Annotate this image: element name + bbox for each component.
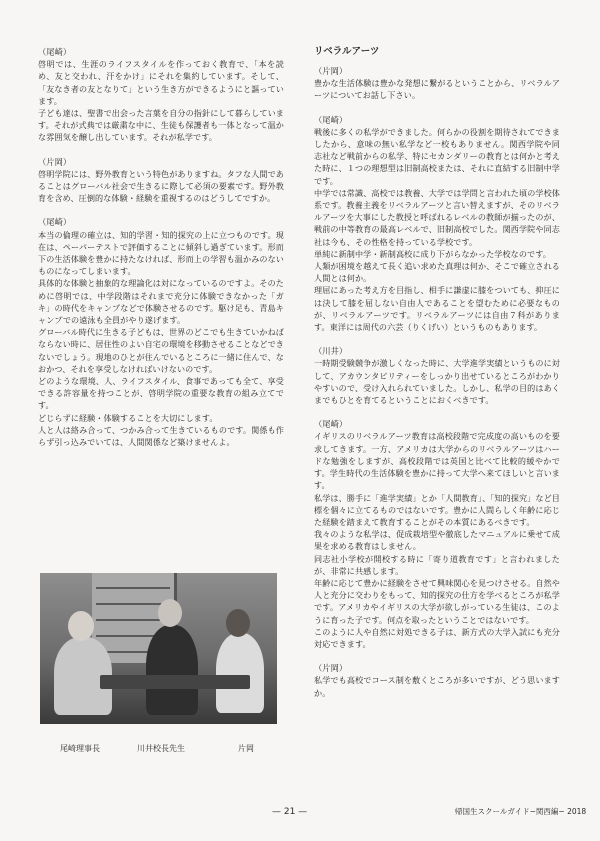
speaker-label: （尾崎） (38, 217, 72, 228)
photo-head-kataoka (226, 609, 250, 637)
photo-head-kawai (158, 599, 182, 627)
right-column (314, 46, 560, 699)
speaker-label: （片岡） (38, 156, 72, 167)
photo-person-kataoka (216, 633, 264, 713)
caption-kawai: 川井校長先生 (137, 744, 185, 753)
speech-paragraph: 私学でも高校でコース制を敷くところが多いですが、どう思いますか。 (314, 675, 560, 698)
speech-paragraph: 一時期受験競争が激しくなった時に、大学進学実績というものに対して、アカウンタビリティーをしっかり出せているところがわかりやすいので、受け入れられていました。しかし、私学の目的はあくまでもひとを育てるということにおくべきです。 (314, 358, 560, 406)
speech-paragraph: イギリスのリベラルアーツ教育は高校段階で完成度の高いものを要求してきます。一方、アメリカは大学からのリベラルアーツはハードな勉強をしますが、高校段階では英国と比べて比較的緩やかです。学生時代の生活体験を豊かに持って大学へ来てほしいと言います。 私学は、勝手に「進学実績」とか「人間教育」、「知的探究」など目標を個々に立てるものではないです。豊かに人間らしく年齢に応じた経験を踏まえて教育することがその本質にあるべきです。 我々のような私学は、促成栽培型や徹底したマニュアルに乗せて成果を求める教育はしません。 同志社小学校が開校する時に「寄り道教育です」と言われましたが、非常に共感します。 年齢に応じて豊かに経験をさせて興味関心を見つけさせる。自然や人と充分に交わりをもって、知的探究の仕方を学べるところが私学です。アメリカやイギリスの大学が欲しがっている生徒は、このように育った子です。何点を取ったということではないです。 このように人や自然に対処できる子は、新方式の大学入試にも充分対応できます。 (314, 431, 560, 649)
guide-title: 帰国生スクールガイド−関西編− (455, 807, 565, 816)
block-gap (314, 406, 560, 418)
block-gap (314, 650, 560, 662)
speaker-label: （片岡） (314, 663, 348, 674)
right-blocks (314, 65, 560, 699)
speaker-label: （尾崎） (314, 114, 348, 125)
speech-paragraph: 豊かな生活体験は豊かな発想に繋がるということから、リベラルアーツについてお話し下さい。 (314, 78, 560, 101)
speech-paragraph: 戦後に多くの私学ができました。何らかの役割を期待されてできましたから、意味の無い私学など一校もありません。関西学院や同志社など戦前からの私学、特にセカンダリーの教育とは何かと考えた時に、１つの理想型は旧制高校または、それに直結する旧制中学です。 中学では常識、高校では教養、大学では学問と言われた頃の学校体系です。教養主義をリベラルアーツと言い替えますが、そのリベラルアーツを大事にした教授と呼ばれるレベルの教師が揃ったのが、戦前の中等教育の最高レベルで、旧制高校でした。関西学院や同志社は今も、その性格を持っている学校です。 単純に新制中学・新制高校に成り下がらなかった学校なのです。 人類が困境を越えて長く追い求めた真理は何か、そこで確立される人間とは何か。 理屈にあった考え方を目指し、相手に謙虚に膝をついても、抑圧には決して膝を屈しない自由人であることを望むために必要なものが、リベラルアーツです。リベラルアーツには自由７科があります。東洋には周代の六芸（りくげい）というものもあります。 (314, 126, 560, 333)
speaker-label: （尾崎） (314, 419, 348, 430)
photo-person-kawai (146, 625, 198, 715)
block-gap (38, 204, 284, 216)
speech-paragraph: 啓明学院には、野外教育という特色がありますね。タフな人間であることはグローバル社会で生きるに際して必須の要素です。野外教育を含め、圧倒的な体験・経験を重視するのはどうしてですか。 (38, 168, 284, 204)
block-gap (38, 144, 284, 156)
caption-kataoka: 片岡 (238, 744, 254, 753)
caption-ozaki: 尾崎理事長 (60, 744, 100, 753)
speaker-label: （片岡） (314, 66, 348, 76)
photo-table (100, 675, 250, 689)
block-gap (314, 333, 560, 345)
speaker-label: （川井） (314, 346, 348, 357)
speaker-label: （尾崎） (38, 47, 72, 57)
section-title-liberal-arts: リベラルアーツ (314, 46, 380, 57)
guide-year: 2018 (567, 807, 587, 816)
page-number: — 21 — (272, 807, 308, 817)
speech-paragraph: 啓明では、生涯のライフスタイルを作っておく教育で、「本を読め、友と交われ、汗をかけ」にそれを集約しています。そして、「友なき者の友となりて」という生き方ができるようにと謳っています。 子ども達は、聖書で出会った言葉を自分の指針にして暮らしています。それが式典では厳粛な中に、生徒も保護者も一体となって温かな雰囲気を醸し出しています。それが私学です。 (38, 59, 284, 143)
guide-footer (455, 806, 586, 817)
photo-head-ozaki (68, 611, 94, 641)
speech-paragraph: 本当の倫理の確立は、知的学習・知的探究の上に立つものです。現在は、ペーパーテストで評価することに傾斜し過ぎています。形而下の生活体験を豊かに持たなければ、形而上の学習も温かみのないものになってしまいます。 具体的な体験と抽象的な理論化は対になっているのですよ。そのために啓明では、中学段階はそれまで充分に体験できなかった「ガキ」の時代をキャンプなどで体験させるのです。駆け足も、青島キャンプでの遠泳も全員がやり遂げます。 グローバル時代に生きる子どもは、世界のどこでも生きていかねばならない時に、居住性のよい自宅の環境を移動させることなどできないでしょう。現地のひとが住んでいるところに一緒に住んで、なおかつ、それを享受しなければいけないのです。 どのような環境、人、ライフスタイル、食事であっても全て、享受できる許容量を持つことが、啓明学院の重要な教育の組み立てです。 どじらずに経験・体験することを大切にします。 人と人は絡み合って、つかみ合って生きているものです。関係も作らず引っ込みでいては、人間関係など築けませんよ。 (38, 229, 284, 448)
interview-photo (40, 573, 277, 724)
left-column (38, 46, 284, 448)
block-gap (314, 102, 560, 114)
